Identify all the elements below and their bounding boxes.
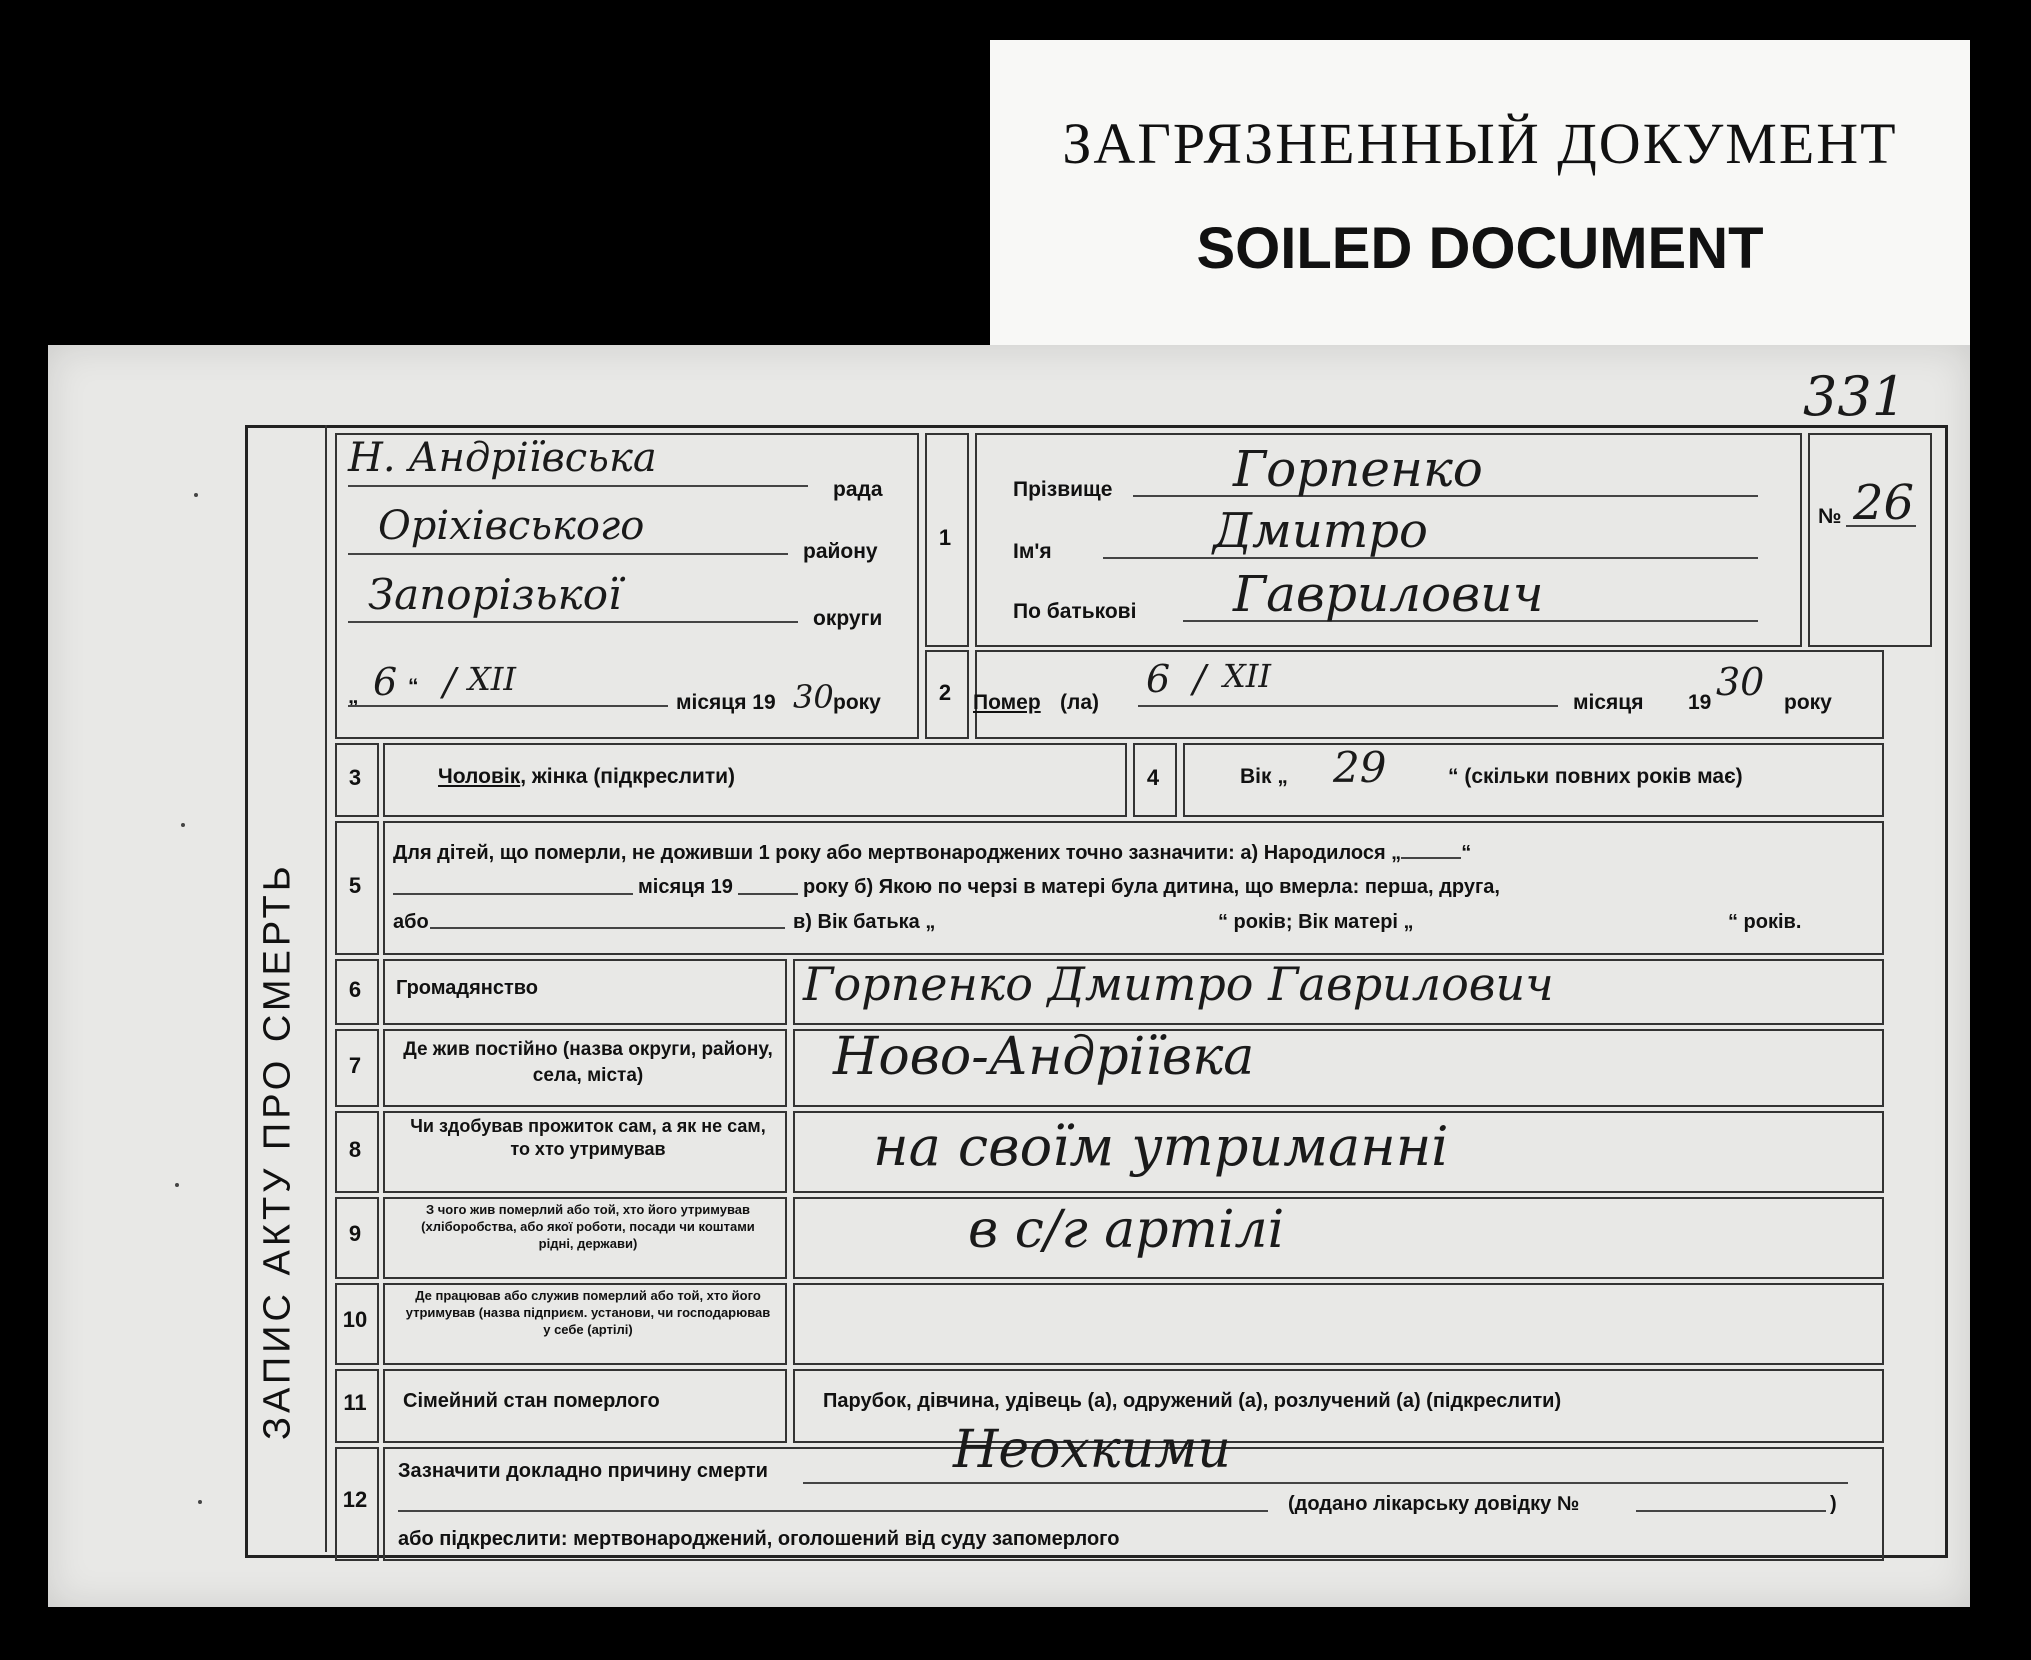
name-label: Ім'я [1013, 540, 1052, 563]
r5-line2b: року б) Якою по черзі в матері була дитина, що вмерла: перша, друга, [803, 876, 1500, 898]
margin-speck [181, 823, 185, 827]
surname-value: Горпенко [1233, 440, 1483, 498]
r5-line3d: “ років. [1728, 911, 1802, 933]
record-number-label: № [1818, 505, 1842, 528]
row2-num: 2 [938, 680, 952, 705]
surname-label: Прізвище [1013, 478, 1113, 501]
date-misyatsia: місяця 19 [676, 691, 776, 714]
r11-value: Парубок, дівчина, удівець (а), одружений (а), розлучений (а) (підкреслити) [823, 1390, 1562, 1412]
r12-label: Зазначити докладно причину смерти [398, 1460, 768, 1482]
row10-num: 10 [342, 1307, 368, 1332]
sex-label [438, 765, 735, 789]
r12-line3: або підкреслити: мертвонароджений, оголошений від суду запомерлого [398, 1528, 1120, 1550]
date-roku: року [833, 691, 881, 714]
rada-label: рада [833, 478, 883, 501]
r9-label: З чого жив померлий або той, хто його утримував (хліборобства, або якої роботи, посади чи коштами рідні, держави) [421, 1202, 755, 1251]
margin-speck [198, 1500, 202, 1504]
name-value: Дмитро [1213, 503, 1428, 559]
r12-line2: (додано лікарську довідку № [1288, 1493, 1580, 1515]
vertical-title: ЗАПИС АКТУ ПРО СМЕРТЬ [256, 862, 299, 1440]
died-19: 19 [1688, 691, 1712, 714]
death-record-card [48, 345, 1970, 1607]
sex-male: Чоловік [438, 765, 521, 788]
died-roku: року [1784, 691, 1832, 714]
raion-value: Оріхівського [378, 503, 645, 549]
age-label: Вік „ [1240, 765, 1288, 788]
r7-label: Де жив постійно (назва округи, району, села, міста) [403, 1039, 773, 1086]
died-label-a: Помер [973, 691, 1041, 714]
died-month: XII [1223, 657, 1272, 695]
r10-label: Де працював або служив померлий або той, хто його утримував (назва підприєм. установи, чи господарював у себе (артілі) [405, 1288, 771, 1337]
died-misyatsia: місяця [1573, 691, 1644, 714]
row4-num: 4 [1146, 765, 1160, 790]
r7-value: Ново-Андріївка [833, 1027, 1255, 1087]
date-slash: / [443, 660, 456, 704]
r5-line1-end: “ [1461, 842, 1472, 864]
r5-line3a: або [393, 911, 429, 933]
r5-line3c: “ років; Вік матері „ [1218, 911, 1414, 933]
margin-speck [175, 1183, 179, 1187]
raion-label: району [803, 540, 878, 563]
date-day: 6 [373, 660, 398, 704]
date-year: 30 [793, 678, 834, 716]
stamp-russian: ЗАГРЯЗНЕННЫЙ ДОКУМЕНТ [1062, 111, 1898, 176]
stamp-english: SOILED DOCUMENT [1196, 216, 1764, 281]
age-suffix: “ (скільки повних років має) [1448, 765, 1743, 788]
row5-num: 5 [348, 873, 362, 898]
r12-line2-end: ) [1830, 1493, 1837, 1515]
r6-label: Громадянство [396, 977, 539, 999]
row12-num: 12 [342, 1487, 368, 1512]
date-quote-close: “ [408, 675, 419, 698]
row11-num: 11 [343, 1390, 367, 1415]
sex-rest: , жінка (підкреслити) [520, 765, 736, 788]
date-quote-open: „ [348, 685, 359, 708]
row6-num: 6 [348, 977, 362, 1002]
margin-speck [194, 493, 198, 497]
r5-line1-text: Для дітей, що померли, не доживши 1 року або мертвонароджених точно зазначити: а) Народилося „ [393, 842, 1402, 864]
r5-line2a: місяця 19 [638, 876, 733, 898]
date-month: XII [468, 660, 517, 698]
okruga-label: округи [813, 607, 883, 630]
soiled-document-label [990, 40, 1970, 360]
died-day: 6 [1146, 657, 1171, 701]
row7-num: 7 [348, 1053, 362, 1078]
r5-line1 [393, 842, 1471, 865]
patronymic-label: По батькові [1013, 600, 1137, 623]
died-label-b: (ла) [1060, 691, 1100, 714]
died-year: 30 [1716, 660, 1765, 704]
r8-value: на своїм утриманні [873, 1115, 1449, 1178]
r6-value: Горпенко Дмитро Гаврилович [803, 957, 1554, 1011]
row3-num: 3 [348, 765, 362, 790]
row10-value-cell [793, 1283, 1884, 1365]
r5-line3b: в) Вік батька „ [793, 911, 936, 933]
r8-label: Чи здобував прожиток сам, а як не сам, то хто утримував [410, 1116, 766, 1159]
record-number-value: 26 [1853, 475, 1915, 531]
row9-value-cell [793, 1197, 1884, 1279]
r11-label: Сімейний стан померлого [403, 1390, 660, 1412]
sheet-number: 331 [1803, 365, 1907, 428]
r9-value: в с/г артілі [968, 1200, 1285, 1260]
age-value: 29 [1333, 743, 1387, 792]
row9-num: 9 [348, 1221, 362, 1246]
patronymic-value: Гаврилович [1233, 565, 1544, 623]
died-slash: / [1193, 657, 1206, 701]
row1-num: 1 [938, 525, 952, 550]
row8-num: 8 [348, 1137, 362, 1162]
rada-value: Н. Андріївська [348, 435, 657, 481]
okruga-value: Запорізької [368, 570, 622, 619]
r12-value: Неохкими [953, 1420, 1231, 1480]
record-number-cell [1808, 433, 1932, 647]
